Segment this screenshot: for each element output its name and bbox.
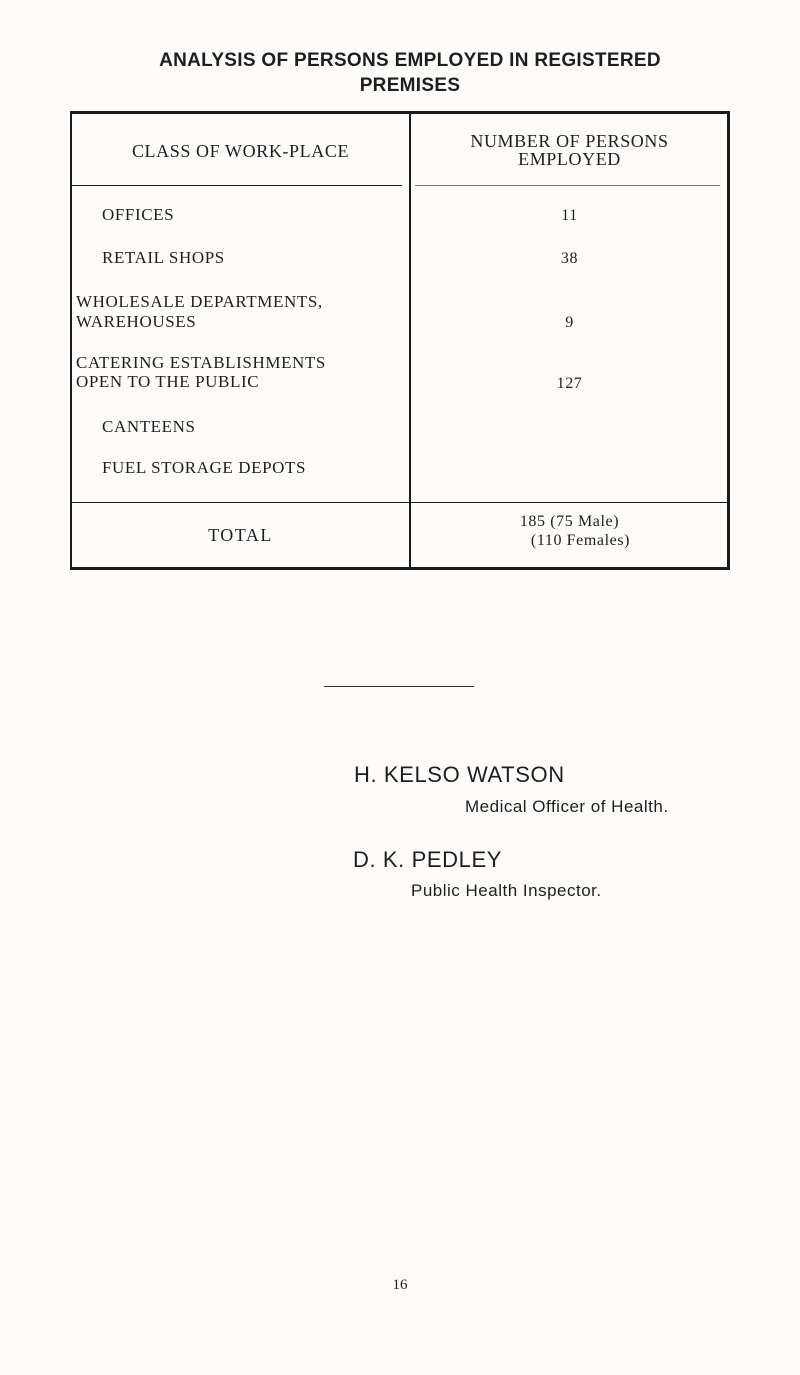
table-top-rule [70,111,730,114]
table-row-class-continued: WAREHOUSES [76,312,197,331]
table-bottom-rule [70,567,730,570]
table-row-class: FUEL STORAGE DEPOTS [102,458,307,477]
table-left-border [70,111,72,569]
total-divider [72,502,727,503]
signatory-name: D. K. PEDLEY [353,847,503,872]
signatory-name: H. KELSO WATSON [354,762,565,787]
table-row-class: CANTEENS [102,417,196,436]
table-row-class: RETAIL SHOPS [102,248,225,267]
number-column-header [412,132,727,168]
total-value-line1: 185 (75 Male) [519,513,620,530]
header-divider-right [415,185,720,186]
signature-separator [324,686,474,687]
signatory-title: Public Health Inspector. [411,881,602,900]
table-column-divider [409,111,411,569]
table-row-number: 11 [561,207,578,224]
page-title-continued: PREMISES [359,75,461,96]
table-row-class: WHOLESALE DEPARTMENTS, [76,292,323,311]
page-title: ANALYSIS OF PERSONS EMPLOYED IN REGISTERED [159,50,661,71]
class-column-header: CLASS OF WORK-PLACE [131,141,350,161]
total-value-line2: (110 Females) [530,532,631,549]
table-row-class-continued: OPEN TO THE PUBLIC [76,372,260,391]
total-value [412,512,727,550]
total-label: TOTAL [208,525,273,545]
header-divider-left [72,185,402,186]
table-right-border [727,111,730,569]
page-number: 16 [392,1277,408,1293]
table-row-class: OFFICES [102,205,175,224]
table-row-number: 127 [556,375,583,392]
number-column-header-line1: NUMBER OF PERSONS [470,131,669,151]
table-row-number: 38 [560,250,579,267]
signatory-title: Medical Officer of Health. [465,797,669,816]
table-row-class: CATERING ESTABLISHMENTS [76,353,326,372]
number-column-header-line2: EMPLOYED [518,149,621,169]
table-row-number: 9 [565,314,574,331]
